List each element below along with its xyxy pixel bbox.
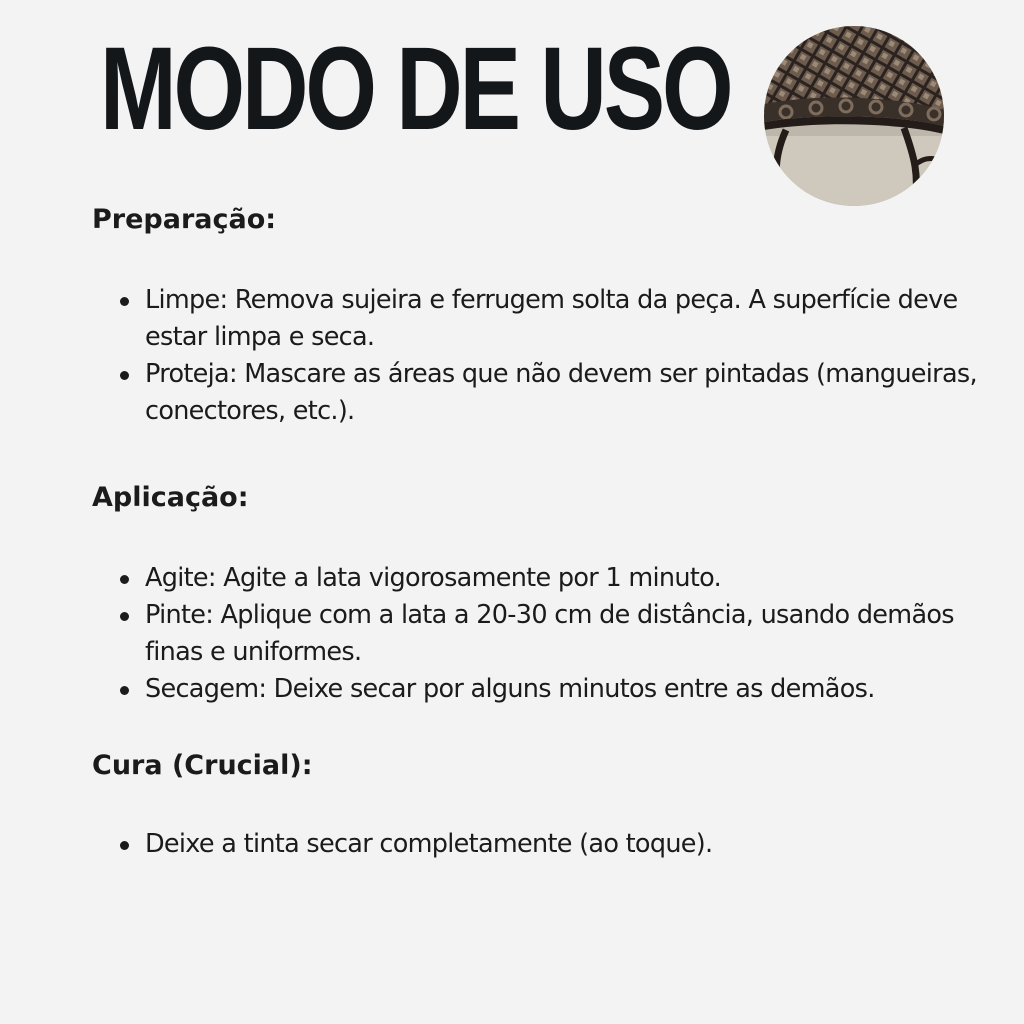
page-title: MODO DE USO (100, 23, 731, 155)
section-heading-preparacao: Preparação: (92, 204, 277, 235)
bullet-icon (120, 297, 129, 306)
bullet-icon (120, 841, 129, 850)
product-photo (764, 26, 944, 206)
bullet-icon (120, 371, 129, 380)
wrought-iron-table-photo-icon (764, 26, 944, 206)
bullet-icon (120, 686, 129, 695)
list-item: Limpe: Remova sujeira e ferrugem solta da peça. A superfície deve estar limpa e seca. (120, 282, 1010, 356)
list-item: Agite: Agite a lata vigorosamente por 1 minuto. (120, 560, 1010, 597)
list-item: Proteja: Mascare as áreas que não devem ser pintadas (mangueiras, conectores, etc.). (120, 356, 1010, 430)
list-cura (120, 826, 1010, 863)
section-heading-aplicacao: Aplicação: (92, 482, 249, 513)
list-item: Secagem: Deixe secar por alguns minutos entre as demãos. (120, 671, 1010, 708)
list-item: Pinte: Aplique com a lata a 20-30 cm de distância, usando demãos finas e uniformes. (120, 597, 1010, 671)
bullet-icon (120, 612, 129, 621)
list-aplicacao (120, 560, 1010, 708)
list-item: Deixe a tinta secar completamente (ao toque). (120, 826, 1010, 863)
list-preparacao (120, 282, 1010, 430)
bullet-icon (120, 575, 129, 584)
section-heading-cura: Cura (Crucial): (92, 750, 313, 781)
